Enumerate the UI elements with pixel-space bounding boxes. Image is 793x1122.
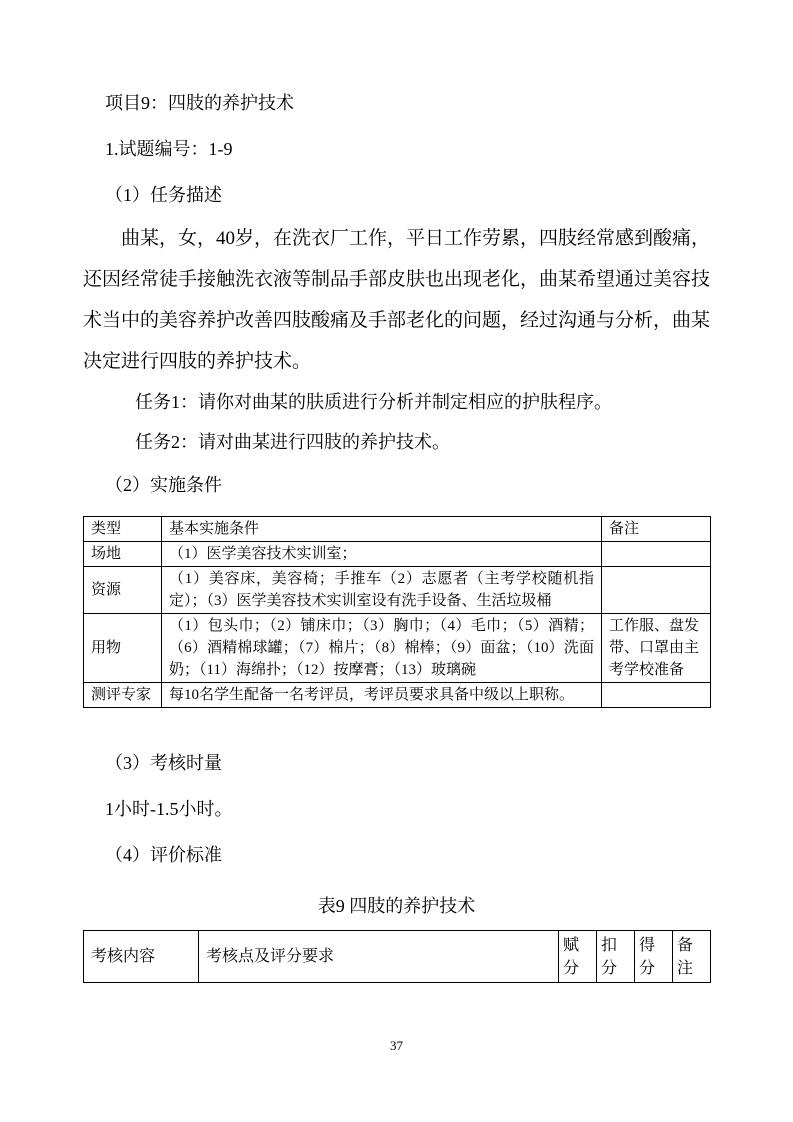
table-row <box>84 542 711 567</box>
impl-row-note <box>602 567 711 614</box>
eval-header-assigned-score: 赋分 <box>559 931 597 983</box>
impl-row-condition: 每10名学生配备一名考评员，考评员要求具备中级以上职称。 <box>162 683 602 708</box>
assessment-time-body: 1小时-1.5小时。 <box>105 799 233 819</box>
impl-row-type: 场地 <box>84 542 162 567</box>
item-number: 1.试题编号：1-9 <box>105 139 233 159</box>
task-description-body: 曲某，女，40岁，在洗衣厂工作，平日工作劳累，四肢经常感到酸痛，还因经常徒手接触洗衣液等制品手部皮肤也出现老化，曲某希望通过美容技术当中的美容养护改善四肢酸痛及手部老化的问题，经过沟通与分析，曲某决定进行四肢的养护技术。 <box>83 228 711 372</box>
eval-header-obtained-score: 得分 <box>635 931 673 983</box>
implementation-conditions-table <box>83 516 711 708</box>
impl-header-note: 备注 <box>602 517 711 542</box>
table-row <box>84 614 711 683</box>
evaluation-standard-table <box>83 930 711 983</box>
task-1-line: 任务1：请你对曲某的肤质进行分析并制定相应的护肤程序。 <box>135 392 612 412</box>
impl-row-condition: （1）美容床，美容椅；手推车（2）志愿者（主考学校随机指定）；（3）医学美容技术实训室设有洗手设备、生活垃圾桶 <box>162 567 602 614</box>
impl-row-note <box>602 683 711 708</box>
impl-row-condition: （1）包头巾；（2）铺床巾；（3）胸巾；（4）毛巾；（5）酒精；（6）酒精棉球罐；（7）棉片；（8）棉棒；（9）面盆；（10）洗面奶；（11）海绵扑；（12）按摩膏；（13）玻璃碗 <box>162 614 602 683</box>
page-number: 37 <box>390 1038 403 1053</box>
impl-row-type: 测评专家 <box>84 683 162 708</box>
impl-row-note: 工作服、盘发带、口罩由主考学校准备 <box>602 614 711 683</box>
table-row <box>84 683 711 708</box>
eval-header-points: 考核点及评分要求 <box>199 931 559 983</box>
implementation-conditions-heading: （2）实施条件 <box>105 475 222 495</box>
project-title: 项目9：四肢的养护技术 <box>105 93 294 113</box>
table-row <box>84 567 711 614</box>
eval-table-header-row <box>84 931 711 983</box>
impl-row-type: 资源 <box>84 567 162 614</box>
impl-table-header-row <box>84 517 711 542</box>
impl-header-type: 类型 <box>84 517 162 542</box>
impl-header-condition: 基本实施条件 <box>162 517 602 542</box>
assessment-time-heading: （3）考核时量 <box>105 753 222 773</box>
task-description-heading: （1）任务描述 <box>105 185 222 205</box>
impl-row-type: 用物 <box>84 614 162 683</box>
table9-caption: 表9 四肢的养护技术 <box>317 896 476 916</box>
impl-row-note <box>602 542 711 567</box>
impl-row-condition: （1）医学美容技术实训室； <box>162 542 602 567</box>
eval-header-content: 考核内容 <box>84 931 199 983</box>
task-2-line: 任务2：请对曲某进行四肢的养护技术。 <box>135 432 450 452</box>
eval-header-note: 备注 <box>673 931 711 983</box>
evaluation-standard-heading: （4）评价标准 <box>105 845 222 865</box>
eval-header-deducted-score: 扣分 <box>597 931 635 983</box>
